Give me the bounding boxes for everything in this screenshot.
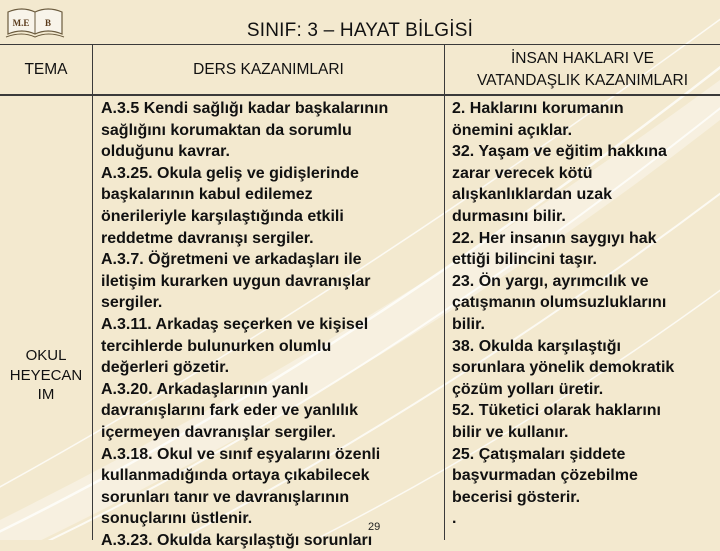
logo-text-right: B (44, 18, 52, 28)
header-tema (0, 45, 92, 94)
page-title: SINIF: 3 – HAYAT BİLGİSİ (246, 20, 474, 41)
tema-line-3: IM (37, 386, 55, 403)
ders-kazanimlari-text: A.3.5 Kendi sağlığı kadar başkalarının sağlığını korumaktan da sorumlu olduğunu kavrar. A.3.25. Okula geliş ve gidişlerinde başkalarının kabul edilemez önerileriyle karşılaştığında etkili reddetme davranışı sergiler. A.3.7. Öğretmeni ve arkadaşları ile iletişim kurarken uygun davranışlar sergiler. A.3.11. Arkadaş seçerken ve kişisel tercihlerde bulunurken olumlu değerleri gözetir. A.3.20. Arkadaşlarının yanlı davranışlarını fark eder ve yanlılık içermeyen davranışlar sergiler. A.3.18. Okul ve sınıf eşyalarını özenli kullanmadığında ortaya çıkabilecek sorunları tanır ve davranışlarının sonuçlarını üstlenir. A.3.23. Okulda karşılaştığı sorunları (101, 100, 389, 549)
tema-line-1: OKUL (25, 347, 67, 364)
header-insan-line2: VATANDAŞLIK KAZANIMLARI (476, 71, 689, 89)
logo-text-left: M.E (12, 18, 30, 28)
header-insan-line1: İNSAN HAKLARI VE (511, 49, 654, 67)
page-number: 29 (368, 521, 381, 533)
column-divider-1 (92, 44, 93, 540)
tema-cell (2, 346, 90, 405)
insan-haklari-text: 2. Haklarını korumanın önemini açıklar. 32. Yaşam ve eğitim hakkına zarar verecek kötü alışkanlıklardan uzak durmasını bilir. 22. Her insanın saygıyı hak ettiği bilincini taşır. 23. Ön yargı, ayrımcılık ve çatışmanın olumsuzluklarını bilir. 38. Okulda karşılaştığı sorunlara yönelik demokratik çözüm yolları üretir. 52. Tüketici olarak haklarını bilir ve kullanır. 25. Çatışmaları şiddete başvurmadan çözebilme becerisi gösterir. . (452, 100, 675, 528)
header-bottom-border (0, 94, 720, 96)
header-insan-haklari (445, 45, 720, 94)
tema-line-2: HEYECAN (9, 366, 83, 384)
header-ders-label: DERS KAZANIMLARI (193, 60, 344, 78)
header-tema-label: TEMA (24, 60, 68, 78)
header-ders-kazanimlari (93, 45, 444, 94)
column-divider-2 (444, 44, 445, 540)
